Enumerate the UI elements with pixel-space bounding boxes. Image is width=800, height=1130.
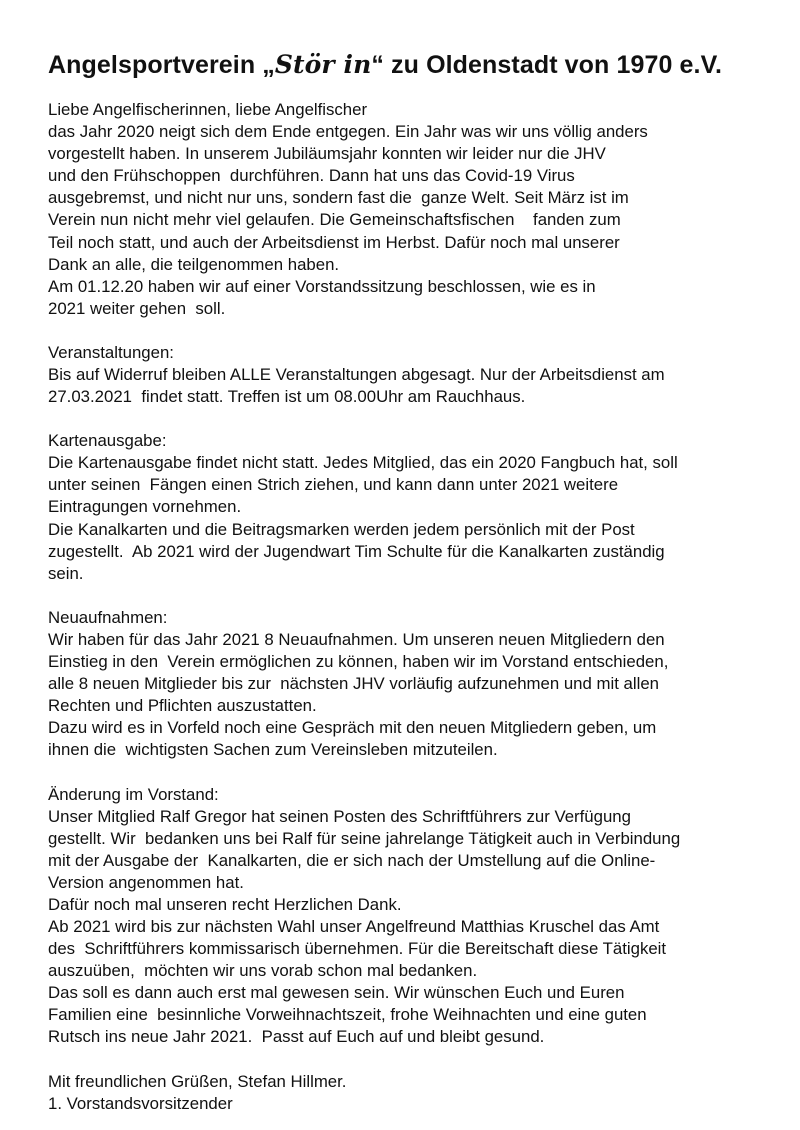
title-open-quote: „	[262, 51, 275, 79]
body-line: Die Kanalkarten und die Beitragsmarken werden jedem persönlich mit der Post	[48, 519, 635, 539]
body-line: sein.	[48, 563, 84, 583]
body-line: Kartenausgabe:	[48, 431, 167, 451]
body-line: Dazu wird es in Vorfeld noch eine Gespräch mit den neuen Mitgliedern geben, um	[48, 718, 657, 738]
body-line: Das soll es dann auch erst mal gewesen sein. Wir wünschen Euch und Euren	[48, 983, 625, 1003]
body-line: zugestellt. Ab 2021 wird der Jugendwart Tim Schulte für die Kanalkarten zuständig	[48, 541, 665, 561]
body-line: mit der Ausgabe der Kanalkarten, die er sich nach der Umstellung auf die Online-	[48, 850, 656, 870]
title-close-quote: “	[371, 51, 384, 79]
body-line: Einstieg in den Verein ermöglichen zu können, haben wir im Vorstand entschieden,	[48, 652, 669, 671]
body-line: alle 8 neuen Mitglieder bis zur nächsten JHV vorläufig aufzunehmen und mit allen	[48, 674, 659, 694]
body-line: und den Frühschoppen durchführen. Dann hat uns das Covid-19 Virus	[48, 166, 575, 186]
body-line: Version angenommen hat.	[48, 872, 244, 892]
body-line: Mit freundlichen Grüßen, Stefan Hillmer.	[48, 1071, 347, 1091]
title-suffix: zu Oldenstadt von 1970 e.V.	[384, 51, 723, 79]
body-line: Veranstaltungen:	[48, 342, 174, 362]
body-line: Liebe Angelfischerinnen, liebe Angelfischer	[48, 100, 368, 119]
body-line: Teil noch statt, und auch der Arbeitsdienst im Herbst. Dafür noch mal unserer	[48, 232, 620, 252]
body-line: Am 01.12.20 haben wir auf einer Vorstandssitzung beschlossen, wie es in	[48, 276, 596, 296]
body-line: Unser Mitglied Ralf Gregor hat seinen Posten des Schriftführers zur Verfügung	[48, 806, 631, 826]
body-line: Die Kartenausgabe findet nicht statt. Jedes Mitglied, das ein 2020 Fangbuch hat, soll	[48, 453, 678, 473]
body-line: Wir haben für das Jahr 2021 8 Neuaufnahmen. Um unseren neuen Mitgliedern den	[48, 629, 665, 649]
body-line: Ab 2021 wird bis zur nächsten Wahl unser Angelfreund Matthias Kruschel das Amt	[48, 917, 660, 936]
body-line: auszuüben, möchten wir uns vorab schon mal bedanken.	[48, 961, 478, 981]
body-line: Rechten und Pflichten auszustatten.	[48, 696, 317, 716]
body-line: Rutsch ins neue Jahr 2021. Passt auf Euch auf und bleibt gesund.	[48, 1027, 545, 1047]
page-title	[48, 50, 722, 80]
body-line: das Jahr 2020 neigt sich dem Ende entgegen. Ein Jahr was wir uns völlig anders	[48, 122, 648, 142]
title-prefix: Angelsportverein	[48, 51, 263, 79]
club-name-fraktur: Stör in	[274, 50, 372, 79]
body-line: Änderung im Vorstand:	[48, 784, 219, 804]
body-line: ihnen die wichtigsten Sachen zum Vereinsleben mitzuteilen.	[48, 740, 498, 760]
body-line: gestellt. Wir bedanken uns bei Ralf für seine jahrelange Tätigkeit auch in Verbindung	[48, 828, 681, 848]
body-line: Bis auf Widerruf bleiben ALLE Veranstaltungen abgesagt. Nur der Arbeitsdienst am	[48, 365, 665, 384]
body-line: vorgestellt haben. In unserem Jubiläumsjahr konnten wir leider nur die JHV	[48, 144, 606, 164]
body-line: unter seinen Fängen einen Strich ziehen, und kann dann unter 2021 weitere	[48, 475, 619, 495]
body-line: Familien eine besinnliche Vorweihnachtszeit, frohe Weihnachten und eine guten	[48, 1005, 647, 1025]
body-line: des Schriftführers kommissarisch übernehmen. Für die Bereitschaft diese Tätigkeit	[48, 939, 667, 958]
body-line: Dafür noch mal unseren recht Herzlichen Dank.	[48, 894, 402, 914]
body-line: Neuaufnahmen:	[48, 607, 168, 627]
body-line: ausgebremst, und nicht nur uns, sondern fast die ganze Welt. Seit März ist im	[48, 188, 629, 208]
body-line: Verein nun nicht mehr viel gelaufen. Die Gemeinschaftsfischen fanden zum	[48, 210, 621, 230]
body-line: 1. Vorstandsvorsitzender	[48, 1093, 233, 1113]
body-line: 27.03.2021 findet statt. Treffen ist um 08.00Uhr am Rauchhaus.	[48, 387, 526, 406]
body-line: Dank an alle, die teilgenommen haben.	[48, 254, 340, 274]
body-line: Eintragungen vornehmen.	[48, 497, 242, 517]
body-line: 2021 weiter gehen soll.	[48, 298, 226, 318]
